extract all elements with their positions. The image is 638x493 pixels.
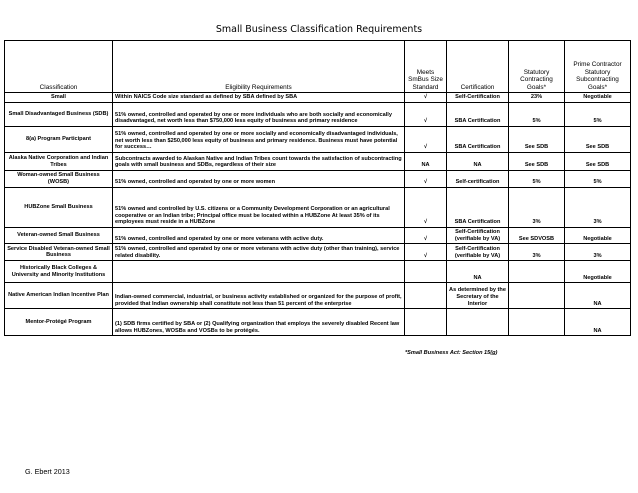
row-statutory-goals: 3% — [509, 188, 565, 228]
row-prime-goals: NA — [565, 283, 631, 309]
row-classification: Small Disadvantaged Business (SDB) — [5, 103, 113, 127]
row-prime-goals: Negotiable — [565, 93, 631, 103]
row-statutory-goals: See SDB — [509, 153, 565, 171]
row-statutory-goals — [509, 261, 565, 283]
row-meets-size-standard — [405, 283, 447, 309]
row-statutory-goals — [509, 309, 565, 336]
row-meets-size-standard — [405, 261, 447, 283]
row-meets-size-standard: √ — [405, 103, 447, 127]
row-classification: 8(a) Program Participant — [5, 127, 113, 153]
row-eligibility: 51% owned and controlled by U.S. citizens or a Community Development Corporation or an agricultural cooperative or an Indian tribe; Principal office must be located within a HUBZone At least 35% of its employees must reside in a HUBZone — [113, 188, 405, 228]
table-row — [5, 228, 631, 244]
row-certification: SBA Certification — [447, 127, 509, 153]
document-title: Small Business Classification Requirements — [215, 24, 423, 35]
table-row — [5, 309, 631, 336]
row-eligibility: (1) SDB firms certified by SBA or (2) Qualifying organization that employs the severely disabled Recent law allows HUBZones, WOSBs and VOSBs to be protégés. — [113, 309, 405, 336]
row-classification: HUBZone Small Business — [5, 188, 113, 228]
row-meets-size-standard: √ — [405, 244, 447, 261]
row-statutory-goals: 5% — [509, 103, 565, 127]
table-row — [5, 283, 631, 309]
row-prime-goals: NA — [565, 309, 631, 336]
table-row — [5, 244, 631, 261]
row-statutory-goals: 5% — [509, 171, 565, 188]
header-certification: Certification — [447, 41, 509, 93]
row-certification: SBA Certification — [447, 103, 509, 127]
table-row — [5, 93, 631, 103]
row-statutory-goals: See SDVOSB — [509, 228, 565, 244]
table-row — [5, 127, 631, 153]
row-classification: Historically Black Colleges & University and Minority Institutions — [5, 261, 113, 283]
row-classification: Native American Indian Incentive Plan — [5, 283, 113, 309]
row-eligibility: 51% owned, controlled and operated by one or more individuals who are both socially and economically disadvantaged, net worth less than $750,000 less equity of business and primary residence — [113, 103, 405, 127]
classification-table — [4, 40, 631, 336]
row-prime-goals: See SDB — [565, 127, 631, 153]
row-classification: Alaska Native Corporation and Indian Tribes — [5, 153, 113, 171]
row-certification: Self-Certification (verifiable by VA) — [447, 244, 509, 261]
row-eligibility: 51% owned, controlled and operated by one or more socially and economically disadvantaged individuals, net worth less than $250,000 less equity of business and primary residence. Business must have potential for success… — [113, 127, 405, 153]
row-classification: Mentor-Protégé Program — [5, 309, 113, 336]
header-eligibility: Eligibility Requirements — [113, 41, 405, 93]
row-prime-goals: 3% — [565, 188, 631, 228]
row-certification: NA — [447, 261, 509, 283]
header-prime-contractor-goals: Prime Contractor Statutory Subcontracting Goals* — [565, 41, 631, 93]
row-eligibility: Indian-owned commercial, industrial, or business activity established or organized for the purpose of profit, provided that Indian ownership shall constitute not less than 51 percent of the enterprise — [113, 283, 405, 309]
row-prime-goals: Negotiable — [565, 261, 631, 283]
row-certification: Self-certification — [447, 171, 509, 188]
row-meets-size-standard: √ — [405, 228, 447, 244]
header-statutory-goals: Statutory Contracting Goals* — [509, 41, 565, 93]
row-eligibility: 51% owned, controlled and operated by one or more veterans with active duty (other than training), service related disability. — [113, 244, 405, 261]
row-certification: Self-Certification (verifiable by VA) — [447, 228, 509, 244]
row-statutory-goals: 23% — [509, 93, 565, 103]
row-eligibility: 51% owned, controlled and operated by one or more women — [113, 171, 405, 188]
row-certification — [447, 309, 509, 336]
row-eligibility: Within NAICS Code size standard as defined by SBA defined by SBA — [113, 93, 405, 103]
table-row — [5, 188, 631, 228]
header-classification: Classification — [5, 41, 113, 93]
row-prime-goals: See SDB — [565, 153, 631, 171]
row-meets-size-standard — [405, 309, 447, 336]
row-prime-goals: 3% — [565, 244, 631, 261]
row-eligibility: Subcontracts awarded to Alaskan Native and Indian Tribes count towards the satisfaction of subcontracting goals with small business and SDBs, regardless of their size — [113, 153, 405, 171]
row-eligibility: 51% owned, controlled and operated by one or more veterans with active duty. — [113, 228, 405, 244]
row-classification: Small — [5, 93, 113, 103]
row-classification: Veteran-owned Small Business — [5, 228, 113, 244]
row-meets-size-standard: √ — [405, 127, 447, 153]
table-row — [5, 103, 631, 127]
table-row — [5, 171, 631, 188]
table-body — [5, 93, 631, 336]
row-meets-size-standard: NA — [405, 153, 447, 171]
row-meets-size-standard: √ — [405, 171, 447, 188]
row-statutory-goals — [509, 283, 565, 309]
row-statutory-goals: 3% — [509, 244, 565, 261]
row-statutory-goals: See SDB — [509, 127, 565, 153]
header-meets-size-standard: Meets SmBus Size Standard — [405, 41, 447, 93]
row-eligibility — [113, 261, 405, 283]
row-certification: As determined by the Secretary of the Interior — [447, 283, 509, 309]
footnote: *Small Business Act: Section 15(g) — [405, 350, 498, 356]
row-certification: SBA Certification — [447, 188, 509, 228]
table-row — [5, 261, 631, 283]
row-meets-size-standard: √ — [405, 188, 447, 228]
row-prime-goals: 5% — [565, 103, 631, 127]
row-certification: NA — [447, 153, 509, 171]
row-classification: Service Disabled Veteran-owned Small Business — [5, 244, 113, 261]
row-certification: Self-Certification — [447, 93, 509, 103]
row-meets-size-standard: √ — [405, 93, 447, 103]
table-row — [5, 153, 631, 171]
row-classification: Woman-owned Small Business (WOSB) — [5, 171, 113, 188]
row-prime-goals: 5% — [565, 171, 631, 188]
row-prime-goals: Negotiable — [565, 228, 631, 244]
author-credit: G. Ebert 2013 — [25, 467, 70, 476]
